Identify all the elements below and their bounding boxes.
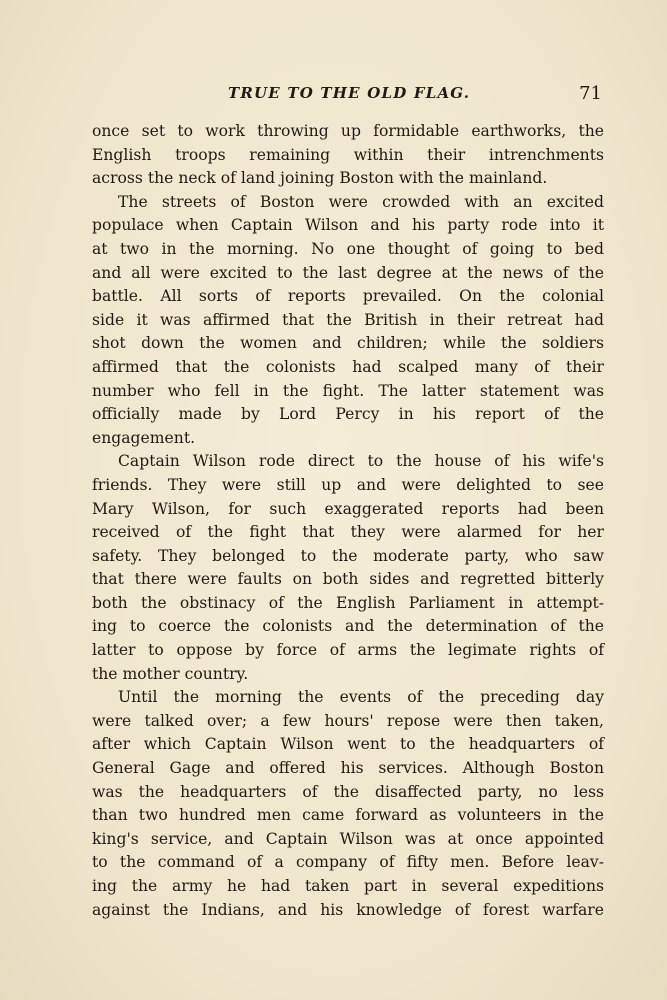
- text-line: English troops remaining within their intrenchments: [92, 145, 604, 164]
- text-line: across the neck of land joining Boston with the mainland.: [92, 169, 548, 188]
- text-line: to the command of a company of fifty men. Before leav-: [92, 853, 604, 872]
- text-line: Captain Wilson rode direct to the house of his wife's: [118, 452, 604, 471]
- text-line: at two in the morning. No one thought of going to bed: [92, 239, 604, 258]
- text-line: the mother country.: [92, 664, 249, 683]
- text-line: ing the army he had taken part in several expeditions: [92, 877, 604, 895]
- text-line: The streets of Boston were crowded with an excited: [118, 192, 604, 211]
- text-line: king's service, and Captain Wilson was at once appointed: [92, 829, 604, 848]
- text-line: once set to work throwing up formidable earthworks, the: [92, 122, 604, 140]
- text-line: Until the morning the events of the preceding day: [118, 688, 604, 707]
- text-line: were talked over; a few hours' repose were then taken,: [92, 711, 604, 730]
- text-line: received of the fight that they were alarmed for her: [92, 523, 604, 542]
- text-line: latter to oppose by force of arms the legimate rights of: [92, 641, 604, 660]
- body-text: [92, 120, 604, 922]
- text-line: side it was affirmed that the British in their retreat had: [92, 310, 604, 329]
- text-line: and all were excited to the last degree at the news of the: [92, 263, 604, 282]
- text-line: was the headquarters of the disaffected party, no less: [92, 782, 604, 801]
- text-line: that there were faults on both sides and regretted bitterly: [92, 570, 604, 589]
- text-line: after which Captain Wilson went to the headquarters of: [92, 735, 604, 754]
- text-line: Mary Wilson, for such exaggerated reports had been: [92, 499, 604, 518]
- text-line: shot down the women and children; while the soldiers: [92, 334, 604, 353]
- text-line: friends. They were still up and were delighted to see: [92, 475, 604, 494]
- text-line: populace when Captain Wilson and his party rode into it: [92, 216, 604, 235]
- text-line: safety. They belonged to the moderate party, who saw: [92, 546, 604, 565]
- text-line: officially made by Lord Percy in his report of the: [92, 405, 604, 424]
- text-line: battle. All sorts of reports prevailed. On the colonial: [92, 287, 604, 306]
- text-line: affirmed that the colonists had scalped many of their: [92, 357, 604, 376]
- text-line: number who fell in the fight. The latter statement was: [92, 381, 604, 400]
- page-header: [92, 84, 604, 108]
- text-line: both the obstinacy of the English Parliament in attempt-: [92, 593, 604, 612]
- page-number: 71: [579, 83, 602, 104]
- text-line: engagement.: [92, 428, 196, 447]
- text-line: General Gage and offered his services. Although Boston: [92, 759, 604, 778]
- running-head: TRUE TO THE OLD FLAG.: [228, 84, 471, 102]
- text-line: than two hundred men came forward as volunteers in the: [92, 806, 604, 825]
- text-line: against the Indians, and his knowledge of forest warfare: [92, 900, 604, 919]
- text-line: ing to coerce the colonists and the determination of the: [92, 617, 604, 636]
